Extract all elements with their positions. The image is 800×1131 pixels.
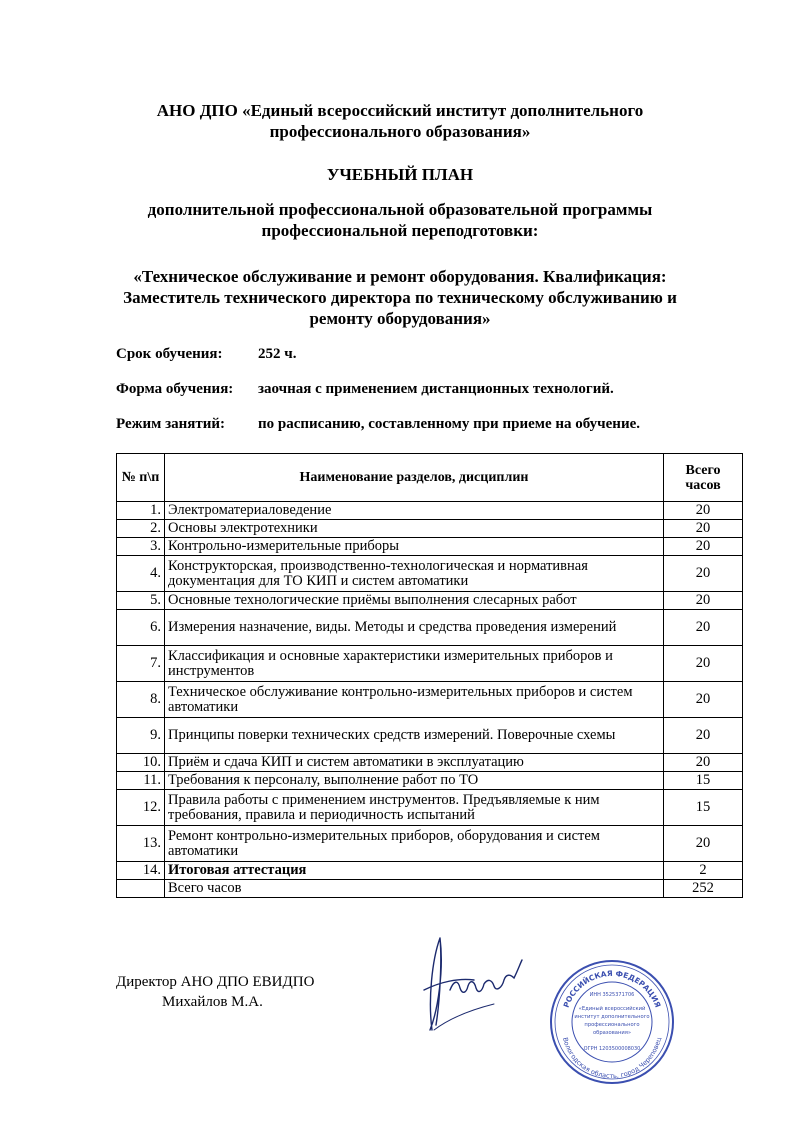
row-discipline: Основы электротехники: [165, 520, 664, 538]
row-discipline: Требования к персоналу, выполнение работ по ТО: [165, 772, 664, 790]
row-num: 9.: [117, 718, 165, 754]
curriculum-table: [116, 453, 743, 898]
row-hours: 20: [664, 592, 743, 610]
row-num: 12.: [117, 790, 165, 826]
organization-seal: [548, 958, 676, 1086]
table-row: [117, 610, 743, 646]
duration-value: 252 ч.: [258, 346, 297, 362]
seal-center-line-1: «Единый всероссийский: [578, 1006, 646, 1012]
director-position: Директор АНО ДПО ЕВИДПО: [116, 974, 315, 990]
form-value: заочная с применением дистанционных технологий.: [258, 381, 614, 397]
mode-value: по расписанию, составленному при приеме на обучение.: [258, 416, 640, 432]
row-discipline: Конструкторская, производственно-технологическая и нормативная документация для ТО КИП и систем автоматики: [165, 556, 664, 592]
org-line-2: профессионального образования»: [269, 122, 531, 141]
col-header-hours-line-1: Всего: [685, 462, 721, 478]
program-line-2: Заместитель технического директора по техническому обслуживанию и: [123, 288, 677, 307]
program-line-1: «Техническое обслуживание и ремонт оборудования. Квалификация:: [133, 267, 667, 286]
document-subtitle: [60, 199, 740, 241]
table-row: [117, 718, 743, 754]
row-discipline: Техническое обслуживание контрольно-измерительных приборов и систем автоматики: [165, 682, 664, 718]
table-row: [117, 646, 743, 682]
document-title: УЧЕБНЫЙ ПЛАН: [326, 165, 474, 184]
duration-label: Срок обучения:: [116, 346, 223, 362]
program-name: [60, 266, 740, 329]
row-num: 6.: [117, 610, 165, 646]
row-hours: 20: [664, 556, 743, 592]
table-total-row: [117, 880, 743, 898]
row-num: 8.: [117, 682, 165, 718]
row-hours: 20: [664, 538, 743, 556]
mode-row: [116, 415, 640, 433]
row-hours: 20: [664, 610, 743, 646]
table-row: [117, 862, 743, 880]
total-num-empty: [117, 880, 165, 898]
col-header-name: Наименование разделов, дисциплин: [165, 454, 664, 502]
seal-inn: ИНН 3525371706: [589, 992, 635, 998]
row-hours: 20: [664, 682, 743, 718]
seal-ogrn: ОГРН 1203500008030: [583, 1046, 641, 1052]
row-num: 10.: [117, 754, 165, 772]
row-num: 1.: [117, 502, 165, 520]
row-hours: 2: [664, 862, 743, 880]
table-row: [117, 754, 743, 772]
row-hours: 20: [664, 502, 743, 520]
row-num: 11.: [117, 772, 165, 790]
table-header-row: [117, 454, 743, 502]
table-row: [117, 556, 743, 592]
row-discipline: Контрольно-измерительные приборы: [165, 538, 664, 556]
org-line-1: АНО ДПО «Единый всероссийский институт дополнительного: [156, 101, 644, 120]
subtitle-line-1: дополнительной профессиональной образовательной программы: [147, 200, 653, 219]
col-header-hours-line-2: часов: [685, 477, 721, 493]
row-discipline: Принципы поверки технических средств измерений. Поверочные схемы: [165, 718, 664, 754]
row-hours: 20: [664, 520, 743, 538]
table-row: [117, 772, 743, 790]
seal-ring-text: РОССИЙСКАЯ ФЕДЕРАЦИЯ: [561, 968, 663, 1009]
seal-location-text: Вологодская область, город Череповец: [561, 1036, 663, 1081]
seal-center-line-4: образования»: [592, 1030, 632, 1036]
form-label: Форма обучения:: [116, 381, 234, 397]
duration-row: [116, 345, 297, 363]
row-num: 5.: [117, 592, 165, 610]
organization-name: [60, 100, 740, 142]
seal-center-line-3: профессионального: [584, 1022, 640, 1028]
row-discipline: Итоговая аттестация: [165, 862, 664, 880]
director-name: Михайлов М.А.: [162, 994, 263, 1010]
row-hours: 20: [664, 718, 743, 754]
row-discipline: Электроматериаловедение: [165, 502, 664, 520]
row-discipline: Измерения назначение, виды. Методы и средства проведения измерений: [165, 610, 664, 646]
col-header-hours: [664, 454, 743, 502]
row-hours: 20: [664, 646, 743, 682]
row-num: 2.: [117, 520, 165, 538]
program-line-3: ремонту оборудования»: [309, 309, 491, 328]
col-header-num: № п\п: [117, 454, 165, 502]
mode-label: Режим занятий:: [116, 416, 226, 432]
row-hours: 15: [664, 790, 743, 826]
table-row: [117, 682, 743, 718]
row-num: 14.: [117, 862, 165, 880]
form-row: [116, 380, 614, 398]
subtitle-line-2: профессиональной переподготовки:: [261, 221, 539, 240]
row-discipline: Ремонт контрольно-измерительных приборов, оборудования и систем автоматики: [165, 826, 664, 862]
row-num: 7.: [117, 646, 165, 682]
row-discipline: Правила работы с применением инструментов. Предъявляемые к ним требования, правила и периодичность испытаний: [165, 790, 664, 826]
row-discipline: Приём и сдача КИП и систем автоматики в эксплуатацию: [165, 754, 664, 772]
signature-block: [116, 972, 314, 1012]
row-hours: 20: [664, 826, 743, 862]
table-row: [117, 538, 743, 556]
table-row: [117, 790, 743, 826]
total-hours: 252: [664, 880, 743, 898]
row-discipline: Классификация и основные характеристики измерительных приборов и инструментов: [165, 646, 664, 682]
seal-center-line-2: институт дополнительного: [574, 1014, 650, 1020]
row-num: 4.: [117, 556, 165, 592]
table-row: [117, 502, 743, 520]
row-num: 3.: [117, 538, 165, 556]
total-label: Всего часов: [165, 880, 664, 898]
handwritten-signature: [410, 930, 530, 1040]
table-row: [117, 592, 743, 610]
svg-text:Вологодская область, город Чер: [561, 1036, 663, 1080]
row-num: 13.: [117, 826, 165, 862]
table-row: [117, 520, 743, 538]
row-discipline: Основные технологические приёмы выполнения слесарных работ: [165, 592, 664, 610]
row-hours: 20: [664, 754, 743, 772]
row-hours: 15: [664, 772, 743, 790]
table-row: [117, 826, 743, 862]
